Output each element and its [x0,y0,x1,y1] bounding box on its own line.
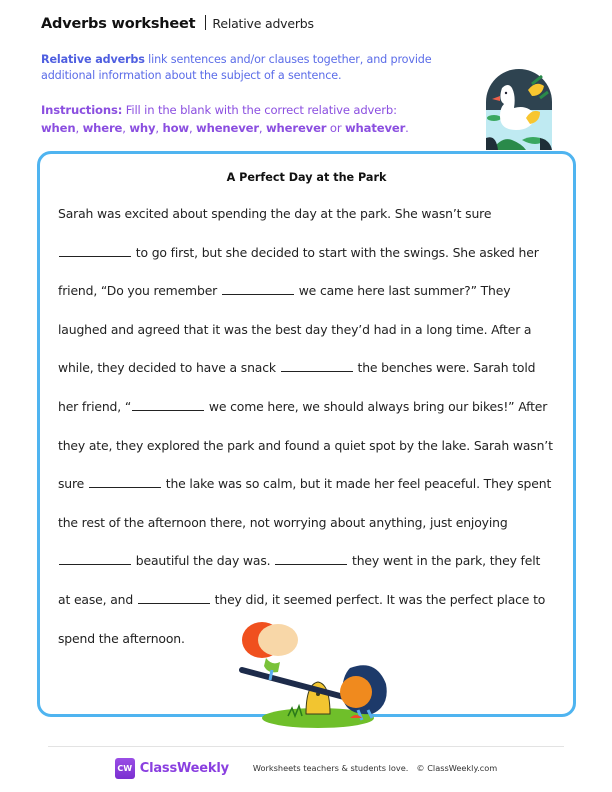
worksheet-title: Adverbs worksheet [41,16,196,32]
story-line [58,245,568,284]
text-segment: the benches were. Sarah told [353,360,536,376]
intro-paragraph [41,52,461,84]
story-line [58,322,568,361]
footer [0,757,612,779]
period: . [405,121,409,135]
text-segment: friend, “Do you remember [58,283,221,299]
intro-term: Relative adverbs [41,53,145,66]
text-segment: spend the afternoon. [58,630,185,646]
text-segment: Sarah was excited about spending the day at the park. She wasn’t sure [58,206,492,221]
worksheet-header [41,13,314,32]
footer-tagline: Worksheets teachers & students love. [252,763,409,773]
answer-blank[interactable] [89,477,161,488]
story-line [58,283,568,322]
instructions-paragraph [41,101,461,137]
separator: , [258,121,266,135]
header-divider [205,15,206,30]
text-segment: sure [58,476,88,492]
text-segment: the rest of the afternoon there, not worrying about anything, just enjoying [58,514,508,530]
separator: , [188,121,197,135]
text-segment: the lake was so calm, but it made her feel peaceful. They spent [161,476,552,492]
story-line [58,553,568,592]
text-segment: her friend, “ [58,398,132,414]
text-segment: to go first, but she decided to start with the swings. She asked her [132,244,539,260]
separator-or: or [326,121,345,135]
text-segment: we come here, we should always bring our bikes!” After [205,398,548,414]
story-line [58,438,568,477]
text-segment: they did, it seemed perfect. It was the perfect place to [210,591,546,607]
instructions-label: Instructions: [41,103,123,117]
text-segment: at ease, and [58,591,137,607]
option-when: when [41,121,76,135]
text-segment: beautiful the day was. [132,553,275,569]
separator: , [122,121,130,135]
answer-blank[interactable] [59,554,131,565]
instructions-text: Fill in the blank with the correct relative adverb: [122,103,397,117]
text-segment: we came here last summer?” They [294,283,511,299]
seesaw-illustration-icon [228,618,398,728]
story-text [58,206,568,669]
text-segment: they went in the park, they felt [348,553,541,569]
text-segment: they ate, they explored the park and found a quiet spot by the lake. Sarah wasn’t [58,437,553,453]
text-segment: while, they decided to have a snack [58,360,280,376]
separator: , [75,121,83,135]
option-where: where [82,121,123,135]
option-whatever: whatever [345,121,406,135]
story-title: A Perfect Day at the Park [226,171,387,184]
option-wherever: wherever [266,121,327,135]
intro-text: link sentences and/or clauses together, and provide additional information about the subject of a sentence. [41,53,432,82]
classweekly-logo-icon: CW [115,758,135,779]
text-segment: laughed and agreed that it was the best day they’d had in a long time. After a [58,321,532,337]
answer-blank[interactable] [59,246,131,257]
option-how: how [162,121,189,135]
story-line [58,206,568,245]
duck-illustration-icon [482,68,556,150]
story-line [58,476,568,515]
worksheet-subtitle: Relative adverbs [212,16,314,31]
answer-blank[interactable] [222,284,294,295]
answer-blank[interactable] [281,361,353,372]
footer-divider [48,746,564,747]
footer-copyright: © ClassWeekly.com [416,763,498,773]
brand-name: ClassWeekly [139,760,229,776]
story-line [58,515,568,554]
separator: , [155,121,163,135]
answer-blank[interactable] [138,593,210,604]
story-line [58,360,568,399]
answer-blank[interactable] [275,554,347,565]
option-whenever: whenever [196,121,259,135]
answer-blank[interactable] [132,400,204,411]
option-why: why [129,121,156,135]
story-line [58,399,568,438]
